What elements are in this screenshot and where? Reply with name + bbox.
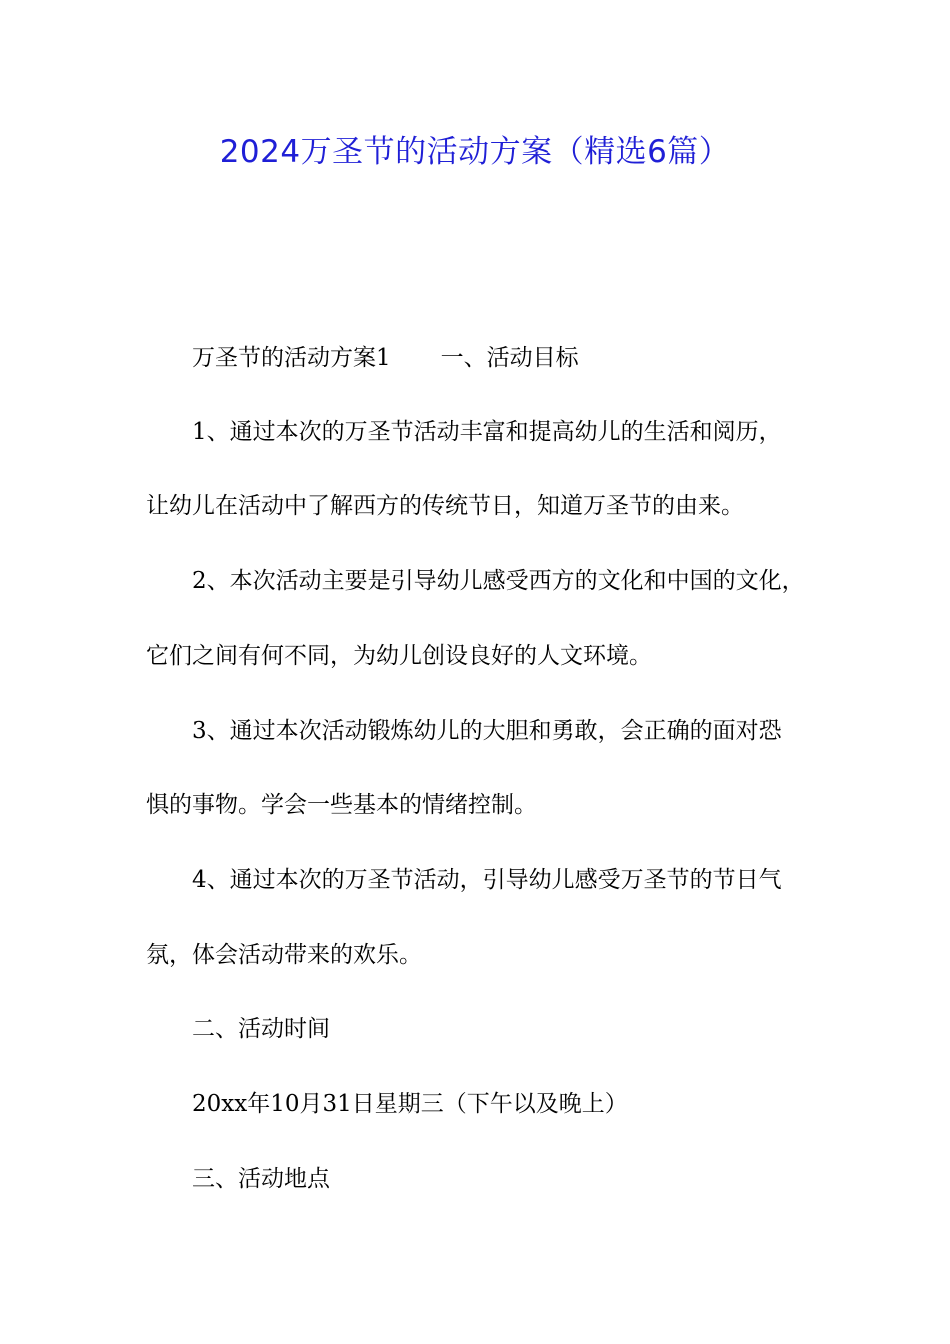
- goal-3-line-2: 惧的事物。学会一些基本的情绪控制。: [146, 792, 537, 818]
- goal-2-line-2: 它们之间有何不同，为幼儿创设良好的人文环境。: [146, 643, 652, 669]
- goal-1-line-1: 1、通过本次的万圣节活动丰富和提高幼儿的生活和阅历，: [192, 419, 782, 445]
- goal-2-line-1: 2、本次活动主要是引导幼儿感受西方的文化和中国的文化，: [192, 568, 805, 594]
- goal-3-line-1: 3、通过本次活动锻炼幼儿的大胆和勇敢，会正确的面对恐: [192, 718, 782, 744]
- place-heading: 三、活动地点: [192, 1166, 330, 1192]
- goal-heading: 一、活动目标: [440, 345, 579, 371]
- time-value: 20xx年10月31日星期三（下午以及晚上）: [192, 1091, 628, 1117]
- section-heading-line: [192, 340, 882, 376]
- document-title: 2024万圣节的活动方案（精选6篇）: [219, 134, 731, 170]
- goal-1-line-2: 让幼儿在活动中了解西方的传统节日，知道万圣节的由来。: [146, 493, 744, 519]
- time-heading: 二、活动时间: [192, 1016, 330, 1042]
- goal-4-line-1: 4、通过本次的万圣节活动，引导幼儿感受万圣节的节日气: [192, 867, 782, 893]
- section-heading: 万圣节的活动方案1: [192, 345, 391, 371]
- goal-4-line-2: 氛，体会活动带来的欢乐。: [146, 942, 422, 968]
